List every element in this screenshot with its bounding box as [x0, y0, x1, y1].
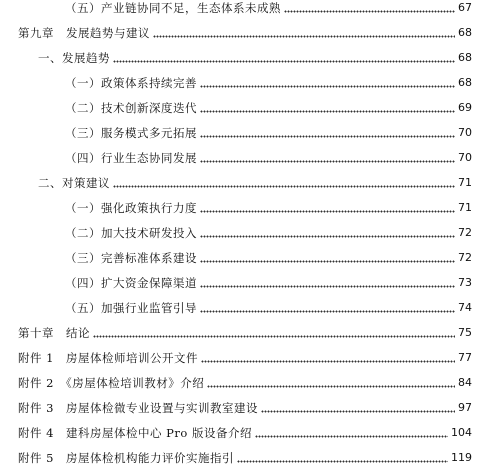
toc-entry[interactable]: [0, 273, 482, 293]
toc-entry[interactable]: [0, 148, 482, 168]
toc-entry[interactable]: [0, 373, 482, 393]
toc-entry[interactable]: [0, 423, 482, 443]
dot-leader: [113, 173, 455, 193]
dot-leader: [284, 0, 455, 18]
dot-leader: [93, 323, 455, 343]
toc-page-number: 77: [458, 351, 472, 364]
toc-page-number: 104: [451, 426, 472, 439]
toc-entry-label: 附件 2 《房屋体检培训教材》介绍: [18, 376, 205, 390]
toc-entry[interactable]: [0, 98, 482, 118]
toc-page-number: 68: [458, 76, 472, 89]
toc-entry[interactable]: [0, 0, 482, 18]
dot-leader: [200, 273, 455, 293]
toc-entry[interactable]: [0, 198, 482, 218]
toc-page-number: 70: [458, 151, 472, 164]
toc-page-number: 71: [458, 176, 472, 189]
toc-entry-label: （二）加大技术研发投入: [65, 226, 197, 240]
toc-page-number: 72: [458, 226, 472, 239]
toc-page-number: 74: [458, 301, 472, 314]
toc-entry[interactable]: [0, 398, 482, 418]
toc-entry-label: （一）政策体系持续完善: [65, 76, 197, 90]
toc-entry-label: （五）加强行业监管引导: [65, 301, 197, 315]
toc-page-number: 67: [458, 1, 472, 14]
toc-page-number: 75: [458, 326, 472, 339]
toc-entry-label: （五）产业链协同不足，生态体系未成熟: [65, 1, 281, 15]
toc-page-number: 71: [458, 201, 472, 214]
toc-entry[interactable]: [0, 23, 482, 43]
toc-page-number: 72: [458, 251, 472, 264]
dot-leader: [113, 48, 455, 68]
toc-entry-label: （四）行业生态协同发展: [65, 151, 197, 165]
dot-leader: [261, 398, 455, 418]
dot-leader: [200, 98, 455, 118]
toc-page-number: 68: [458, 26, 472, 39]
toc-page-number: 73: [458, 276, 472, 289]
dot-leader: [255, 423, 448, 443]
dot-leader: [237, 448, 448, 468]
toc-entry[interactable]: [0, 223, 482, 243]
toc-entry-label: 第十章 结论: [18, 326, 90, 340]
toc-entry[interactable]: [0, 73, 482, 93]
toc-entry-label: （四）扩大资金保障渠道: [65, 276, 197, 290]
dot-leader: [200, 123, 455, 143]
toc-entry-label: （三）服务模式多元拓展: [65, 126, 197, 140]
toc-entry[interactable]: [0, 173, 482, 193]
dot-leader: [207, 373, 455, 393]
dot-leader: [200, 198, 455, 218]
dot-leader: [200, 148, 455, 168]
toc-page-number: 69: [458, 101, 472, 114]
toc-page-number: 68: [458, 51, 472, 64]
toc-entry-label: 二、对策建议: [38, 176, 110, 190]
dot-leader: [153, 23, 455, 43]
dot-leader: [200, 248, 455, 268]
toc-page-number: 84: [458, 376, 472, 389]
toc-entry[interactable]: [0, 448, 482, 468]
toc-page-number: 119: [451, 451, 472, 464]
toc-entry[interactable]: [0, 123, 482, 143]
toc-entry-label: 一、发展趋势: [38, 51, 110, 65]
toc-entry[interactable]: [0, 298, 482, 318]
toc-page-number: 97: [458, 401, 472, 414]
dot-leader: [200, 73, 455, 93]
toc-entry[interactable]: [0, 323, 482, 343]
toc-entry[interactable]: [0, 348, 482, 368]
dot-leader: [200, 223, 455, 243]
toc-entry-label: （三）完善标准体系建设: [65, 251, 197, 265]
toc-entry-label: （一）强化政策执行力度: [65, 201, 197, 215]
dot-leader: [201, 348, 455, 368]
toc-entry-label: 附件 1 房屋体检师培训公开文件: [18, 351, 198, 365]
toc-entry[interactable]: [0, 248, 482, 268]
toc-entry-label: 附件 5 房屋体检机构能力评价实施指引: [18, 451, 234, 465]
toc-entry-label: （二）技术创新深度迭代: [65, 101, 197, 115]
toc-page-number: 70: [458, 126, 472, 139]
toc-entry-label: 附件 3 房屋体检微专业设置与实训教室建设: [18, 401, 258, 415]
toc-entry-label: 第九章 发展趋势与建议: [18, 26, 150, 40]
toc-entry-label: 附件 4 建科房屋体检中心 Pro 版设备介绍: [18, 426, 252, 440]
dot-leader: [200, 298, 455, 318]
toc-entry[interactable]: [0, 48, 482, 68]
